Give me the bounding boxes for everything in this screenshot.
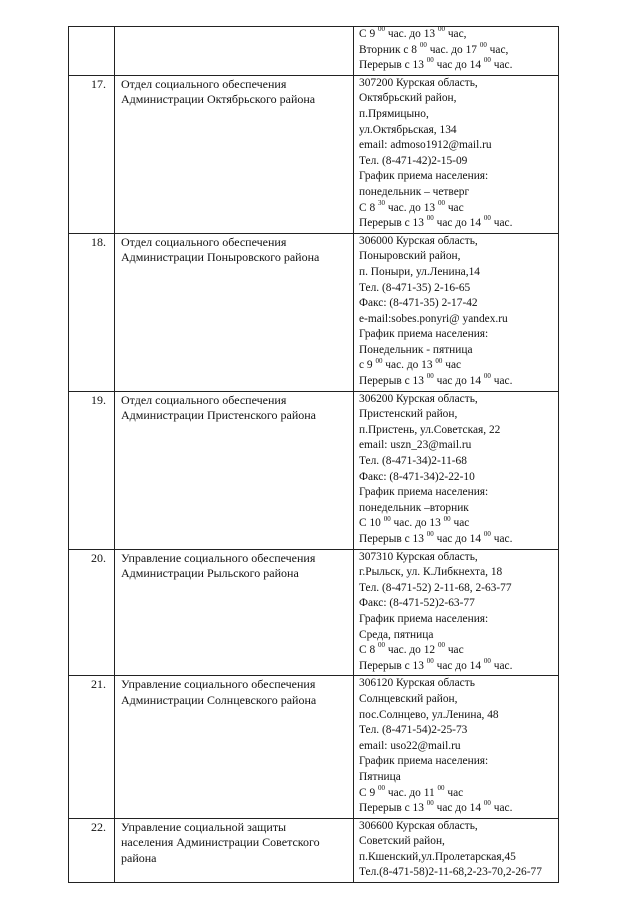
office-contact-line: Поныровский район, (359, 250, 461, 263)
office-contacts-cell (354, 549, 559, 676)
row-number: 21. (91, 677, 106, 692)
office-contact-line: График приема населения: (359, 170, 489, 183)
office-contact-line: e-mail:sobes.ponyri@ yandex.ru (359, 312, 508, 325)
office-name-line: Администрации Солнцевского района (121, 692, 317, 707)
office-contact-line: email: uso22@mail.ru (359, 739, 461, 752)
office-contact-line: Октябрьский район, (359, 92, 457, 105)
office-contact-line: Перерыв с 13 $^{00}$ час до 14 $^{00}$ час. (359, 372, 513, 388)
office-contact-line: понедельник – четверг (359, 185, 470, 198)
office-contact-line: С 10 $^{00}$ час. до 13 $^{00}$ час (359, 514, 470, 530)
office-contact-line: email: admoso1912@mail.ru (359, 139, 492, 152)
office-contact-line: г.Рыльск, ул. К.Либкнехта, 18 (359, 566, 503, 579)
office-contact-line: Тел. (8-471-42)2-15-09 (359, 154, 468, 167)
office-name-line: района (121, 850, 157, 865)
office-contact-line: 306120 Курская область (359, 677, 475, 690)
office-contact-line: Солнцевский район, (359, 692, 458, 705)
office-contacts-cell (354, 27, 559, 76)
office-contact-line: 307310 Курская область, (359, 550, 478, 563)
office-name-line: Администрации Пристенского района (121, 408, 317, 423)
row-number: 20. (91, 550, 106, 565)
table-row (69, 818, 559, 882)
row-number: 17. (91, 76, 106, 91)
row-number-cell (69, 75, 115, 233)
office-contact-line: пос.Солнцево, ул.Ленина, 48 (359, 708, 499, 721)
office-contact-line: Пятница (359, 770, 401, 783)
office-contact-line: 306000 Курская область, (359, 234, 478, 247)
row-number: 22. (91, 819, 106, 834)
office-contact-line: 306200 Курская область, (359, 392, 478, 405)
office-name-cell (115, 75, 354, 233)
office-contact-line: Тел. (8-471-34)2-11-68 (359, 455, 467, 468)
office-name-line: Администрации Рыльского района (121, 566, 299, 581)
office-name-line: Администрации Октябрьского района (121, 92, 316, 107)
row-number-cell (69, 549, 115, 676)
table-row (69, 27, 559, 76)
offices-table (68, 26, 559, 883)
office-contact-line: С 8 $^{30}$ час. до 13 $^{00}$ час (359, 198, 464, 214)
office-contact-line: График приема населения: (359, 328, 489, 341)
office-contact-line: Тел. (8-471-52) 2-11-68, 2-63-77 (359, 581, 512, 594)
row-number: 19. (91, 392, 106, 407)
office-contact-line: С 8 $^{00}$ час. до 12 $^{00}$ час (359, 641, 464, 657)
office-name-line: Администрации Поныровского района (121, 250, 320, 265)
office-name-line: Отдел социального обеспечения (121, 76, 287, 91)
office-contacts-cell (354, 75, 559, 233)
row-number-cell (69, 676, 115, 818)
office-contacts-cell (354, 818, 559, 882)
office-name-cell (115, 27, 354, 76)
office-contact-line: Пристенский район, (359, 408, 458, 421)
table-row (69, 391, 559, 549)
office-contact-line: Перерыв с 13 $^{00}$ час до 14 $^{00}$ час. (359, 656, 513, 672)
office-contact-line: График приема населения: (359, 612, 489, 625)
office-name-cell (115, 818, 354, 882)
office-contact-line: С 9 $^{00}$ час. до 13 $^{00}$ час, (359, 25, 467, 40)
office-contact-line: 306600 Курская область, (359, 819, 478, 832)
office-contact-line: ул.Октябрьская, 134 (359, 123, 457, 136)
office-contact-line: Советский район, (359, 835, 445, 848)
row-number-cell (69, 818, 115, 882)
table-row (69, 549, 559, 676)
office-contacts-cell (354, 233, 559, 391)
row-number-cell (69, 391, 115, 549)
office-name-cell (115, 676, 354, 818)
office-contact-line: Перерыв с 13 $^{00}$ час до 14 $^{00}$ час. (359, 56, 513, 72)
office-contact-line: с 9 $^{00}$ час. до 13 $^{00}$ час (359, 356, 462, 372)
office-name-cell (115, 549, 354, 676)
office-contacts-cell (354, 391, 559, 549)
office-name-line: Управление социальной защиты (121, 819, 287, 834)
office-contact-line: email: uszn_23@mail.ru (359, 439, 472, 452)
office-contacts-cell (354, 676, 559, 818)
office-contact-line: п.Прямицыно, (359, 107, 429, 120)
office-contact-line: Тел. (8-471-35) 2-16-65 (359, 281, 471, 294)
office-contact-line: Факс: (8-471-34)2-22-10 (359, 470, 475, 483)
office-contact-line: понедельник –вторник (359, 501, 469, 514)
office-contact-line: Вторник с 8 $^{00}$ час. до 17 $^{00}$ час, (359, 40, 509, 56)
row-number-cell (69, 233, 115, 391)
office-contact-line: Факс: (8-471-35) 2-17-42 (359, 297, 478, 310)
row-number: 18. (91, 234, 106, 249)
office-contact-line: График приема населения: (359, 486, 489, 499)
office-contact-line: п. Поныри, ул.Ленина,14 (359, 265, 480, 278)
office-contact-line: Понедельник - пятница (359, 343, 473, 356)
office-name-cell (115, 233, 354, 391)
office-contact-line: С 9 $^{00}$ час. до 11 $^{00}$ час (359, 783, 464, 799)
office-contact-line: Тел.(8-471-58)2-11-68,2-23-70,2-26-77 (359, 866, 542, 879)
row-number-cell (69, 27, 115, 76)
table-row (69, 676, 559, 818)
office-contact-line: Перерыв с 13 $^{00}$ час до 14 $^{00}$ час. (359, 530, 513, 545)
office-name-line: Управление социального обеспечения (121, 677, 316, 692)
office-contact-line: График приема населения: (359, 755, 489, 768)
office-name-line: Отдел социального обеспечения (121, 392, 287, 407)
office-contact-line: п.Кшенский,ул.Пролетарская,45 (359, 850, 516, 863)
office-name-line: Управление социального обеспечения (121, 550, 316, 565)
office-name-line: населения Администрации Советского (121, 835, 320, 850)
office-contact-line: Среда, пятница (359, 628, 434, 641)
office-contact-line: п.Пристень, ул.Советская, 22 (359, 423, 501, 436)
office-contact-line: 307200 Курская область, (359, 76, 478, 89)
office-name-line: Отдел социального обеспечения (121, 234, 287, 249)
offices-table-body (69, 27, 559, 883)
table-row (69, 75, 559, 233)
office-contact-line: Перерыв с 13 $^{00}$ час до 14 $^{00}$ час. (359, 214, 513, 230)
office-contact-line: Факс: (8-471-52)2-63-77 (359, 597, 475, 610)
office-name-cell (115, 391, 354, 549)
office-contact-line: Перерыв с 13 $^{00}$ час до 14 $^{00}$ час. (359, 799, 513, 815)
office-contact-line: Тел. (8-471-54)2-25-73 (359, 724, 468, 737)
table-row (69, 233, 559, 391)
